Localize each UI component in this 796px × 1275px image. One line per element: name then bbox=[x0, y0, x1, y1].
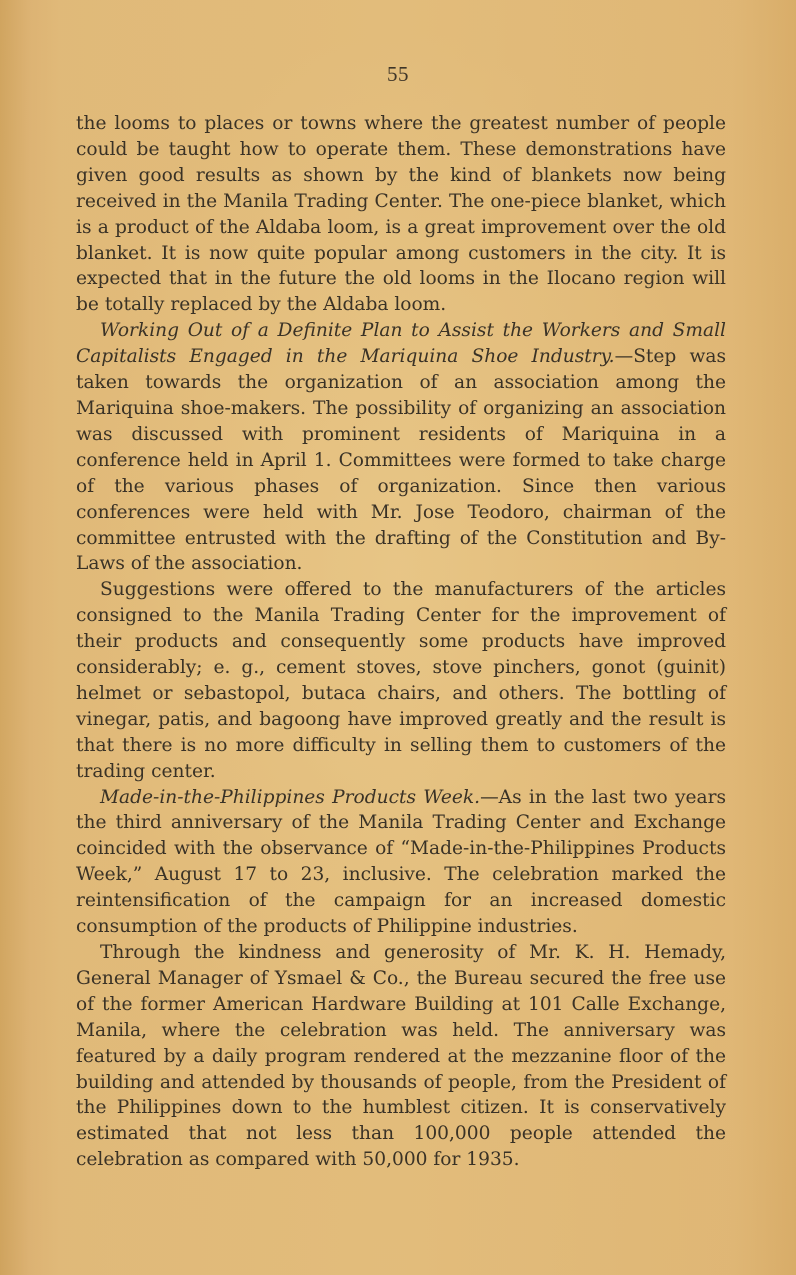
paragraph-text: Suggestions were offered to the manufacturers of the articles consigned to the Manila Trading Center for the improvement of their products and consequently some products have improved considerably; e. g., cement stoves, stove pinchers, gonot (guinit) helmet or sebastopol, butaca chairs, and others. The bottling of vinegar, patis, and bagoong have improved greatly and the result is that there is no more difficulty in selling them to customers of the trading center. bbox=[76, 579, 726, 782]
body-text bbox=[76, 111, 726, 1173]
paragraph-text: —Step was taken towards the organization of an association among the Mariquina shoe-makers. The possibility of organizing an association was discussed with prominent residents of Mariquina in a conference held in April 1. Committees were formed to take charge of the various phases of organization. Since then various conferences were held with Mr. Jose Teodoro, chairman of the committee entrusted with the drafting of the Constitution and By-Laws of the association. bbox=[76, 346, 726, 575]
page-number: 55 bbox=[387, 62, 409, 86]
paragraph-hemady bbox=[76, 940, 726, 1173]
paragraph-mariquina-shoe-industry bbox=[76, 318, 726, 577]
paragraph-text: —As in the last two years the third anniversary of the Manila Trading Center and Exchange coincided with the observance of “Made-in-the-Philippines Products Week,” August 17 to 23, inclusive. The celebration marked the reintensification of the campaign for an increased domestic consumption of the products of Philippine industries. bbox=[76, 786, 727, 938]
paragraph-looms bbox=[76, 111, 726, 318]
paragraph-text: Through the kindness and generosity of Mr. K. H. Hemady, General Manager of Ysmael & Co., the Bureau secured the free use of the former American Hardware Building at 101 Calle Exchange, Manila, where the celebration was held. The anniversary was featured by a daily program rendered at the mezzanine floor of the building and attended by thousands of people, from the President of the Philippines down to the humblest citizen. It is conservatively estimated that not less than 100,000 people attended the celebration as compared with 50,000 for 1935. bbox=[76, 942, 726, 1171]
paragraph-products-week bbox=[76, 785, 726, 940]
paragraph-text: the looms to places or towns where the greatest number of people could be taught how to operate them. These demonstrations have given good results as shown by the kind of blankets now being received in the Manila Trading Center. The one-piece blanket, which is a product of the Aldaba loom, is a great improvement over the old blanket. It is now quite popular among customers in the city. It is expected that in the future the old looms in the Ilocano region will be totally replaced by the Aldaba loom. bbox=[76, 113, 726, 316]
section-heading-products-week: Made-in-the-Philippines Products Week. bbox=[100, 786, 481, 808]
section-heading-mariquina: Working Out of a Definite Plan to Assist the Workers and Small Capitalists Engaged in the Mariquina Shoe Industry. bbox=[76, 320, 726, 368]
paragraph-suggestions bbox=[76, 577, 726, 784]
